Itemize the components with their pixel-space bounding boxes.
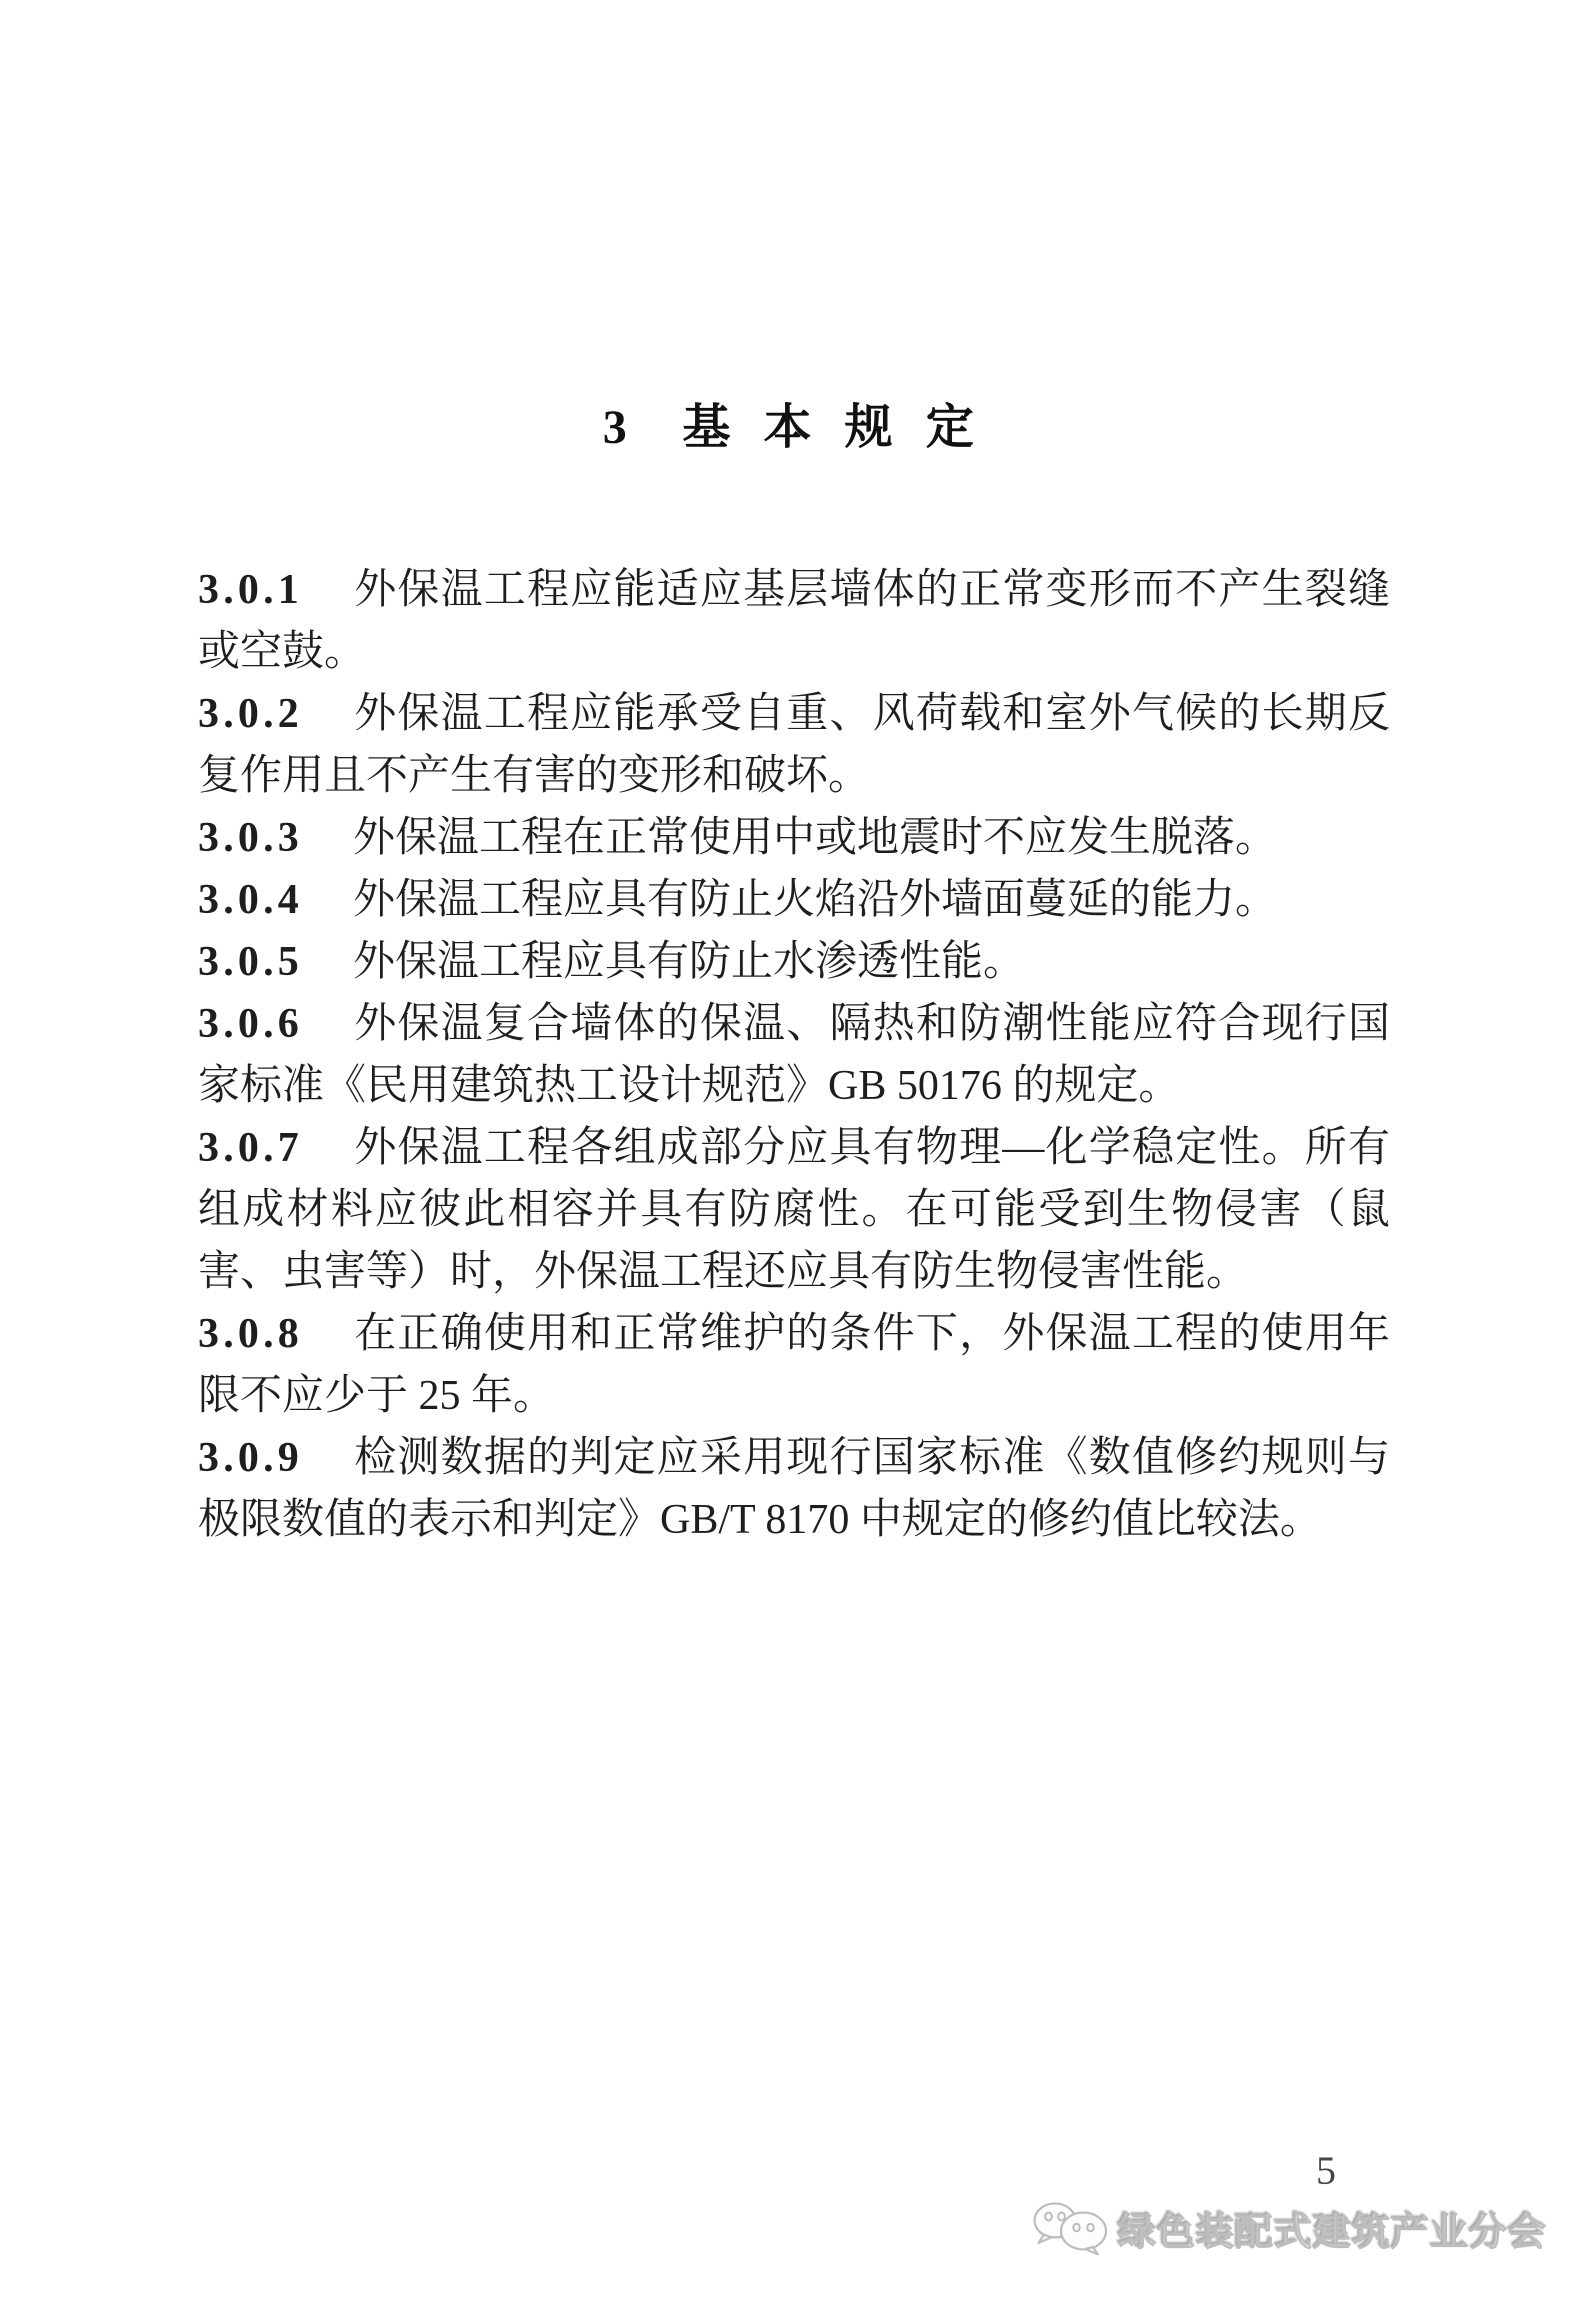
- clause-number: 3.0.4: [198, 877, 303, 923]
- clause-number: 3.0.5: [198, 939, 303, 985]
- clause: [198, 1427, 1390, 1551]
- clause-number: 3.0.9: [198, 1435, 303, 1481]
- clause: [198, 559, 1390, 683]
- wechat-icon: [1030, 2201, 1112, 2255]
- clause-number: 3.0.8: [198, 1311, 303, 1357]
- clause-text: 外保温工程应具有防止水渗透性能。: [353, 939, 1026, 985]
- clause-number: 3.0.3: [198, 815, 303, 861]
- clause-number: 3.0.7: [198, 1125, 303, 1171]
- clause-text: 外保温复合墙体的保温、隔热和防潮性能应符合现行国家标准《民用建筑热工设计规范》GB 50176 的规定。: [198, 1001, 1390, 1109]
- clause-text: 外保温工程各组成部分应具有物理—化学稳定性。所有组成材料应彼此相容并具有防腐性。在可能受到生物侵害（鼠害、虫害等）时，外保温工程还应具有防生物侵害性能。: [198, 1125, 1390, 1295]
- clause-number: 3.0.2: [198, 691, 303, 737]
- clause: [198, 807, 1390, 869]
- clauses-body: [198, 559, 1390, 1551]
- page-number: 5: [1316, 2148, 1336, 2193]
- clause: [198, 1303, 1390, 1427]
- watermark-text: 绿色装配式建筑产业分会: [1118, 2211, 1548, 2254]
- footer-watermark: [1030, 2200, 1547, 2256]
- clause-text: 外保温工程在正常使用中或地震时不应发生脱落。: [353, 815, 1278, 861]
- clause: [198, 683, 1390, 807]
- chapter-title: 3 基 本 规 定: [602, 401, 985, 454]
- clause: [198, 931, 1390, 993]
- clause-number: 3.0.6: [198, 1001, 303, 1047]
- clause-number: 3.0.1: [198, 567, 303, 613]
- clause-text: 检测数据的判定应采用现行国家标准《数值修约规则与极限数值的表示和判定》GB/T 8170 中规定的修约值比较法。: [198, 1435, 1390, 1543]
- clause-text: 外保温工程应具有防止火焰沿外墙面蔓延的能力。: [353, 877, 1278, 923]
- clause: [198, 869, 1390, 931]
- clause-text: 在正确使用和正常维护的条件下，外保温工程的使用年限不应少于 25 年。: [198, 1311, 1390, 1419]
- clause: [198, 1117, 1390, 1303]
- clause: [198, 993, 1390, 1117]
- clause-text: 外保温工程应能适应基层墙体的正常变形而不产生裂缝或空鼓。: [198, 567, 1390, 675]
- clause-text: 外保温工程应能承受自重、风荷载和室外气候的长期反复作用且不产生有害的变形和破坏。: [198, 691, 1390, 799]
